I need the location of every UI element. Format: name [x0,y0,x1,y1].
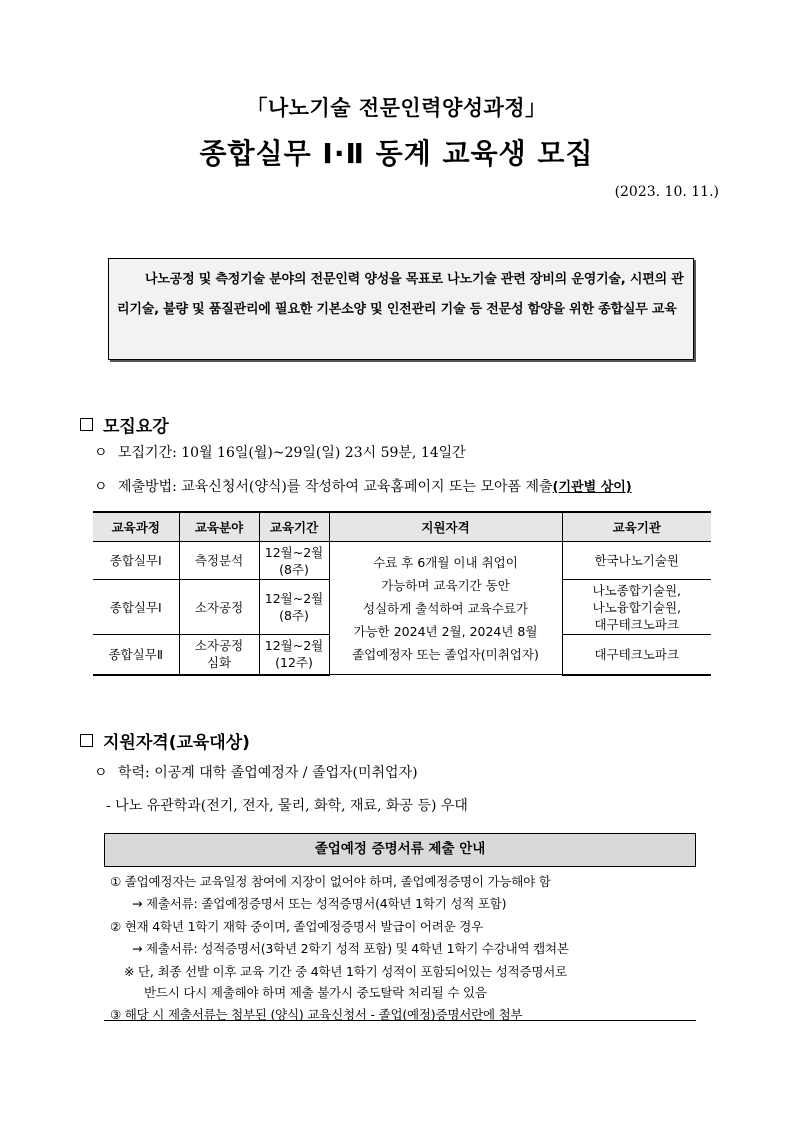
table-row [93,542,711,580]
education-requirement [94,762,418,782]
cell-course: 종합실무Ⅰ [93,542,179,580]
education-requirement-text: 학력: 이공계 대학 졸업예정자 / 졸업자(미취업자) [118,765,418,781]
checkbox-square-icon [80,418,93,431]
guide-line: → 제출서류: 성적증명서(3학년 2학기 성적 포함) 및 4학년 1학기 수강내역 캡쳐본 [132,941,569,956]
submit-method-text: 제출방법: 교육신청서(양식)를 작성하여 교육홈페이지 또는 모아폼 제출 [118,479,553,495]
col-header-period: 교육기간 [259,512,329,542]
guide-title: 졸업예정 증명서류 제출 안내 [104,833,696,867]
col-header-qualification: 지원자격 [329,512,562,542]
cell-qualification: 수료 후 6개월 이내 취업이 가능하며 교육기간 동안 성실하게 출석하여 교육수료가 가능한 2024년 2월, 2024년 8월 졸업예정자 또는 졸업자(미취업자) [329,542,562,675]
guide-line: → 제출서류: 졸업예정증명서 또는 성적증명서(4학년 1학기 성적 포함) [132,896,507,911]
submit-method-note: (기관별 상이) [552,480,632,495]
title-line1: 「나노기술 전문인력양성과정」 [246,96,547,120]
cell-institution: 대구테크노파크 [562,635,711,675]
guide-line: ② 현재 4학년 1학기 재학 중이며, 졸업예정증명서 발급이 어려운 경우 [110,919,483,934]
table-header-row [93,512,711,542]
section-recruitment-heading [80,412,169,437]
summary-text: 나노공정 및 측정기술 분야의 전문인력 양성을 목표로 나노기술 관련 장비의 운영기술, 시편의 관리기술, 불량 및 품질관리에 필요한 기본소양 및 인전관리 기술 등 전문성 함양을 위한 종합실무 교육 [117,272,684,317]
bullet-icon: ㅇ [94,445,108,461]
cell-field: 소자공정 [179,580,259,635]
section-title: 지원자격(교육대상) [103,733,250,753]
checkbox-square-icon [80,734,93,747]
cell-field: 측정분석 [179,542,259,580]
cell-field: 소자공정 심화 [179,635,259,675]
document-date: (2023. 10. 11.) [614,184,719,200]
col-header-institution: 교육기관 [562,512,711,542]
preferred-departments: - 나노 유관학과(전기, 전자, 물리, 화학, 재료, 화공 등) 우대 [106,798,468,814]
guide-line: ③ 해당 시 제출서류는 첨부된 (양식) 교육신청서 - 졸업(예정)증명서란에 첨부 [110,1007,523,1022]
summary-box [108,258,694,360]
cell-course: 종합실무Ⅰ [93,580,179,635]
col-header-field: 교육분야 [179,512,259,542]
bullet-icon: ㅇ [94,479,108,495]
col-header-course: 교육과정 [93,512,179,542]
recruit-period-text: 모집기간: 10월 16일(월)~29일(일) 23시 59분, 14일간 [118,445,466,461]
submit-method [94,476,632,496]
recruit-period [94,442,466,462]
bullet-icon: ㅇ [94,765,108,781]
cell-period: 12월~2월 (8주) [259,542,329,580]
cell-period: 12월~2월 (12주) [259,635,329,675]
guide-line: 반드시 다시 제출해야 하며 제출 불가시 중도탈락 처리될 수 있음 [144,985,487,1000]
cell-institution: 한국나노기술원 [562,542,711,580]
section-title: 모집요강 [103,417,169,437]
cell-period: 12월~2월 (8주) [259,580,329,635]
cell-institution: 나노종합기술원, 나노융합기술원, 대구테크노파크 [562,580,711,635]
guide-line: ※ 단, 최종 선발 이후 교육 기간 중 4학년 1학기 성적이 포함되어있는 성적증명서로 [124,964,567,979]
guide-body [104,867,696,1021]
cell-course: 종합실무Ⅱ [93,635,179,675]
course-table [93,511,711,676]
section-eligibility-heading [80,728,250,753]
guide-line: ① 졸업예정자는 교육일정 참여에 지장이 없어야 하며, 졸업예정증명이 가능해야 함 [110,874,551,889]
page-title: 종합실무 Ⅰ·Ⅱ 동계 교육생 모집 [199,137,594,170]
